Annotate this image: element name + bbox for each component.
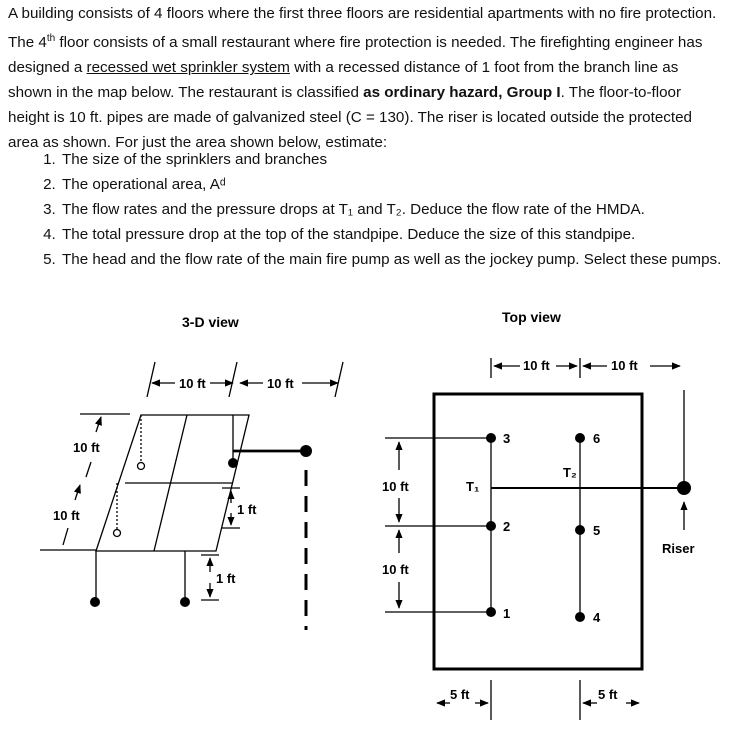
dim-label: 10 ft [53,508,80,523]
tee-1-label: T₁ [466,479,480,494]
sprinkler-label: 3 [503,431,511,446]
sprinkler-label: 5 [593,523,601,538]
question-item: 3. The flow rates and the pressure drops at T₁ and T₂. Deduce the flow rate of the HMDA. [60,197,733,222]
figure-top-view [382,309,695,720]
superscript-th: th [46,33,56,44]
dim-label: 1 ft [216,571,236,586]
intro-text-2: floor consists of a small restaurant where fire protection is needed. The firefighting engineer has designed a [8,34,703,77]
hazard-classification: as ordinary hazard, Group I [363,84,561,102]
riser-connection [677,481,691,495]
figure-top-title: Top view [502,309,561,325]
tee-2-label: T₂ [563,465,577,480]
question-item: 4. The total pressure drop at the top of the standpipe. Deduce the size of this standpipe. [60,222,733,247]
sprinkler-4 [575,612,585,622]
system-type-underlined: recessed wet sprinkler system [86,59,290,77]
dim-label: 10 ft [382,562,409,577]
figure-3d-title: 3-D view [182,314,239,330]
sprinkler-head [228,458,238,468]
dim-label: 10 ft [611,358,638,373]
dim-tick [147,362,155,397]
dim-tick [229,362,237,397]
sprinkler-head-hidden [138,463,145,470]
intro-text-1: A building consists of 4 floors where the first three floors are residential apartments with no fire protection. The 4 [8,5,717,52]
dim-label: 10 ft [73,440,100,455]
sprinkler-5 [575,525,585,535]
dim-arrow [96,417,101,432]
protected-area-outline [434,394,642,669]
sprinkler-label: 6 [593,431,601,446]
dim-label: 1 ft [237,502,257,517]
dim-label: 5 ft [598,687,618,702]
sprinkler-2 [486,521,496,531]
dim-label: 10 ft [267,376,294,391]
figure-3d-view [40,314,343,630]
dim-tick [335,362,343,397]
sprinkler-label: 1 [503,606,511,621]
question-item: 5. The head and the flow rate of the main fire pump as well as the jockey pump. Select these pumps. [60,247,733,272]
dim-arrow [75,485,80,500]
dim-label: 10 ft [523,358,550,373]
sprinkler-head [180,597,190,607]
sprinkler-label: 2 [503,519,511,534]
sprinkler-head-hidden [114,530,121,537]
sprinkler-6 [575,433,585,443]
dim-arrow [86,462,91,477]
sprinkler-head [90,597,100,607]
sprinkler-label: 4 [593,610,601,625]
question-item: 1. The size of the sprinklers and branches [60,147,733,172]
sprinkler-3 [486,433,496,443]
dim-arrow [63,528,68,545]
dim-label: 10 ft [179,376,206,391]
dim-label: 10 ft [382,479,409,494]
dim-label: 5 ft [450,687,470,702]
intro-text-3: with a recessed distance of 1 foot from the branch line as shown in the map below. The restaurant is classified [8,59,679,102]
riser-label: Riser [662,541,695,556]
intro-text-4: . The floor-to-floor height is 10 ft. pipes are made of galvanized steel (C = 130). The riser is located outside the protected area as shown. For just the area shown below, estimate: [8,84,692,152]
sprinkler-1 [486,607,496,617]
riser-connection [300,445,312,457]
question-item: 2. The operational area, Aᵈ [60,172,733,197]
